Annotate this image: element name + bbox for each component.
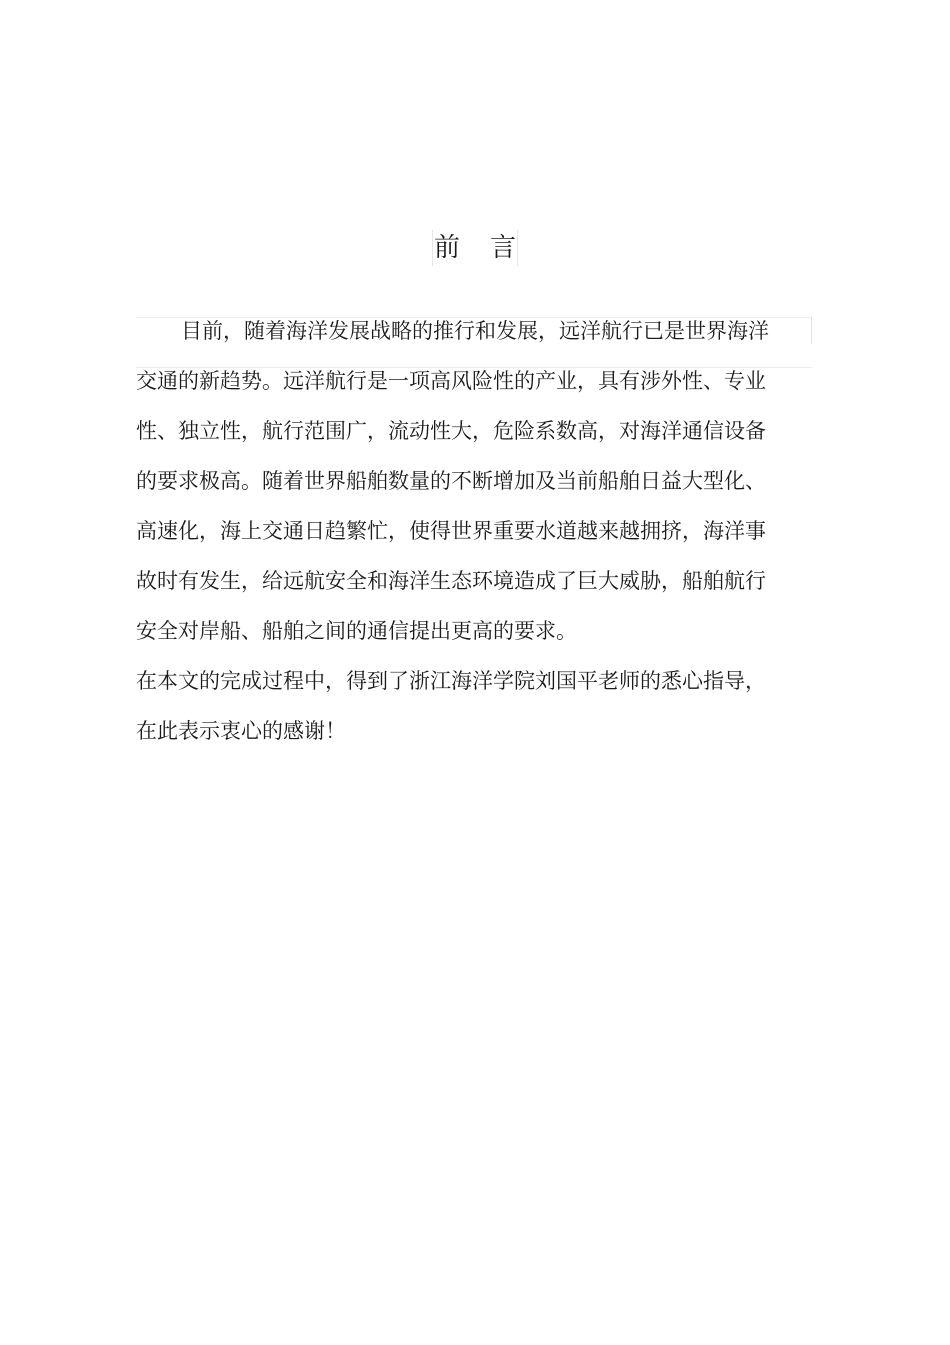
- paragraph-line: 故时有发生，给远航安全和海洋生态环境造成了巨大威胁，船舶航行: [136, 569, 766, 593]
- paragraph-line: 在本文的完成过程中，得到了浙江海洋学院刘国平老师的悉心指导，: [136, 669, 766, 693]
- title-guide-left: [432, 230, 433, 266]
- title-char-2: 言: [490, 233, 517, 263]
- paragraph-line: 目前，随着海洋发展战略的推行和发展，远洋航行已是世界海洋: [181, 319, 769, 343]
- title-guide-right: [517, 230, 518, 266]
- paragraph-line: 高速化，海上交通日趋繁忙，使得世界重要水道越来越拥挤，海洋事: [136, 519, 766, 543]
- paragraph-line: 的要求极高。随着世界船舶数量的不断增加及当前船舶日益大型化、: [136, 469, 766, 493]
- title-char-1: 前: [433, 233, 460, 263]
- paragraph-line: 安全对岸船、船舶之间的通信提出更高的要求。: [136, 619, 577, 643]
- paragraph-line: 交通的新趋势。远洋航行是一项高风险性的产业，具有涉外性、专业: [136, 369, 766, 393]
- paragraph-line: 性、独立性，航行范围广，流动性大，危险系数高，对海洋通信设备: [136, 419, 766, 443]
- text-box-guide-right: [811, 317, 812, 344]
- title-text: [434, 228, 516, 268]
- paragraph-line: 在此表示衷心的感谢！: [136, 719, 346, 743]
- page-title: [432, 228, 518, 268]
